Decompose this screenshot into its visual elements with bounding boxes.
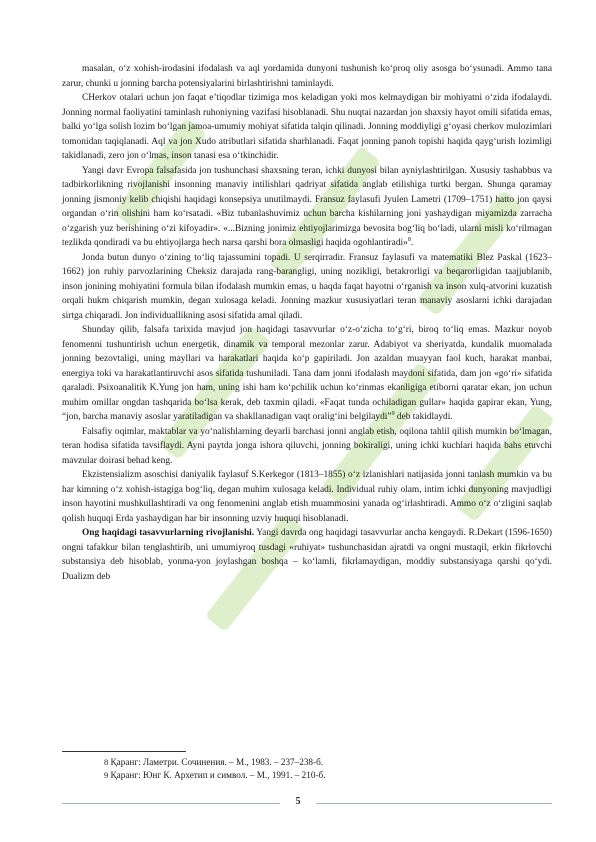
footnote-8 (104, 756, 326, 769)
footnotes (104, 756, 326, 782)
paragraph (62, 526, 552, 584)
paragraph (62, 91, 552, 164)
footnote-separator (62, 751, 186, 752)
paragraph (62, 323, 552, 425)
paragraph (62, 468, 552, 526)
paragraph-text: Ekzistensializm asoschisi daniyalik faylasuf S.Kerkegor (1813–1855) o‘z izlanishlari natijasida jonni tanlash mumkin va bu har kimning o‘z xohish-istagiga bog‘liq, degan muhim xulosaga keladi. Individual ruhiy olam, intim ichki dunyoning mavjudligi inson hayotini mushkullashtiradi va ong fenomenini anglab etish muammosini yanada og‘irlashtiradi. Ammo o‘z o‘zligini saqlab qolish huquqi Erda yashaydigan har bir insonning uzviy huquqi hisoblanadi. (62, 470, 552, 524)
page-body (62, 62, 552, 584)
footnote-text: Қаранг: Ламетри. Сочинения. – М., 1983. – 237–238-б. (110, 757, 324, 767)
paragraph (62, 251, 552, 324)
paragraph-text: Falsafiy oqimlar, maktablar va yo‘nalishlarning deyarli barchasi jonni anglab etish, oqilona tahlil qilish mumkin bo‘lmagan, teran hodisa sifatida tavsiflaydi. Ayni paytda jonga ishora qiluvchi, jonning bokiraligi, uning ichki kuchlari haqida bahs etuvchi mavzular doirasi behad keng. (62, 426, 552, 466)
footnote-9 (104, 769, 326, 782)
footnote-number: 8 (104, 757, 109, 767)
paragraph-text: Yangi davr Evropa falsafasida jon tushunchasi shaxsning teran, ichki dunyosi bilan ayniylashtirilgan. Xususiy tashabbus va tadbirkorlikning rivojlanishi insonning manaviy intilishlari qadriyat sifatida anglab etilishiga turtki bergan. Shunga qaramay jonning jismoniy kelib chiqishi haqidagi konsepsiya unutilmaydi. Fransuz faylasufi Jyulen Lametri (1709–1751) hatto jon qaysi organdan o‘rin olishini ham ko‘rsatadi. «Biz tubanlashuvimiz uchun barcha kishilarning joni yashaydigan miyamizda zarracha o‘zgarish yuz berishining o‘zi kifoyadir». «...Bizning jonimiz ehtiyojlarimizga bevosita bog‘liq bo‘ladi, ularni misli ko‘rilmagan tezlikda qondiradi va bu ehtiyojlarga hech narsa qarshi bora olmasligi haqida ogohlantiradi» (62, 165, 552, 248)
paragraph-text: deb takidlaydi. (394, 412, 453, 422)
paragraph-text: masalan, o‘z xohish-irodasini ifodalash va aql yordamida dunyoni tushunish ko‘proq oliy asosga bo‘ysunadi. Ammo tana zarur, chunki u jonning barcha potensiyalarini birlashtirishni taminlaydi. (62, 64, 552, 89)
paragraph (62, 62, 552, 91)
paragraph (62, 425, 552, 469)
footer-rule-right (316, 803, 552, 804)
paragraph-text: CHerkov otalari uchun jon faqat e’tiqodlar tizimiga mos keladigan yoki mos kelmaydigan bir mohiyatni o‘zida ifodalaydi. Jonning normal faoliyatini taminlash ruhoniyning vazifasi hisoblanadi. Shu nuqtai nazardan jon shaxsiy hayot omili sifatida emas, balki yo‘lga solish lozim bo‘lgan jamoa-umumiy mohiyat sifatida talqin qilinadi. Jonning moddiyligi g‘oyasi cherkov mulozimlari tomonidan taqiqlanadi. Aql va jon Xudo atributlari sifatida sharhlanadi. Faqat jonning panoh topishi haqida qayg‘urish lozimligi takidlanadi, zero jon o‘lmas, inson tanasi esa o‘tkinchidir. (62, 93, 552, 161)
page-number: 5 (295, 796, 301, 807)
footer-rule-left (62, 803, 280, 804)
paragraph (62, 164, 552, 251)
paragraph-text: . (410, 238, 414, 248)
paragraph-text: Shunday qilib, falsafa tarixida mavjud jon haqidagi tasavvurlar o‘z-o‘zicha to‘g‘ri, biroq to‘liq emas. Mazkur noyob fenomenni tushuntirish uchun energetik, dinamik va temporal mezonlar zarur. Adabiyot va sheriyatda, kundalik muomalada jonning bezovtaligi, uning mayllari va harakatlari haqida ko‘p gapiriladi. Jon azaldan muayyan faol kuch, harakat manbai, energiya toki va harakatlantiruvchi asos sifatida tushuniladi. Tana dam jonni ifodalash maydoni sifatida, dam jon «go‘ri» sifatida qaraladi. Psixoanalitik K.Yung jon ham, uning ishi ham ko‘pchilik uchun ko‘rinmas ekanligiga etiborni qaratar ekan, jon uchun muhim omillar ongdan tashqarida bo‘lsa kerak, deb taxmin qiladi. «Faqat tunda ochiladigan gullar» haqida gapirar ekan, Yung, “jon, barcha manaviy asoslar yaratiladigan va shakllanadigan vaqt oralig‘ini belgilaydi” (62, 325, 552, 422)
paragraph-text: Yangi davrda ong haqidagi tasavvurlar ancha kengaydi. R.Dekart (1596-1650) ongni tafakkur bilan tenglashtirib, uni umumiyroq tusdagi «ruhiyat» tushunchasidan ajratdi va ongni mustaqil, erkin fikrlovchi substansiya deb hisoblab, yonma-yon joylashgan boshqa – ko‘lamli, fikrlamaydigan, moddiy substansiyaga qarshi qo‘ydi. Dualizm deb (62, 528, 552, 582)
footnote-ref: 8 (407, 236, 411, 243)
paragraph-text: Jonda butun dunyo o‘zining to‘liq tajassumini topadi. U serqirradir. Fransuz faylasufi va matematiki Blez Paskal (1623–1662) jon ruhiy parvozlarining Cheksiz darajada rang-barangligi, uning nozikligi, betakrorligi va beqarorligidan taajjublanib, inson jonining mohiyatini formula bilan ifodalash mumkin emas, u haqda faqat hayotni o‘rganish va inson xulq-atvorini kuzatish orqali hukm chiqarish mumkin, degan xulosaga keladi. Jonning mazkur xususiyatlari teran manaviy asoslarni ichki darajadan sirtga chiqaradi. Jon individuallikning asosi sifatida amal qiladi. (62, 252, 552, 321)
footnote-ref: 9 (391, 410, 395, 417)
footnote-text: Қаранг: Юнг К. Архетип и символ. – М., 1991. – 210-б. (110, 770, 326, 780)
section-heading: Ong haqidagi tasavvurlarning rivojlanishi. (82, 528, 255, 538)
footnote-number: 9 (104, 770, 109, 780)
